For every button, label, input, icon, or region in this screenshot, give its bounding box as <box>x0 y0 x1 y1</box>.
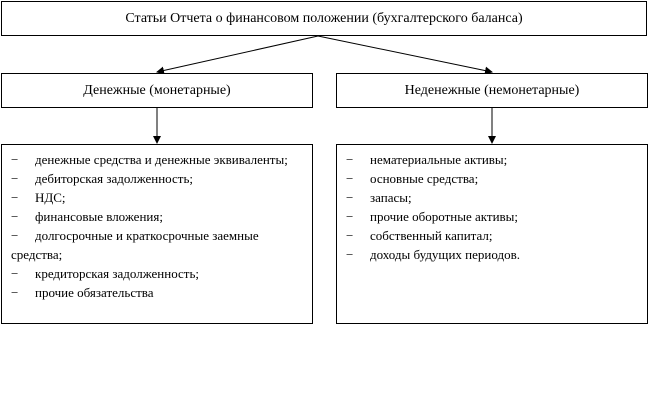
bullet-dash: − <box>11 152 19 167</box>
list-item-text: дебиторская задолженность; <box>35 171 193 186</box>
monetary-category-box <box>1 73 313 108</box>
list-item <box>11 264 306 283</box>
list-item-text: НДС; <box>35 190 66 205</box>
list-item-text: запасы; <box>370 190 412 205</box>
arrow-title-to-monetary <box>157 36 318 72</box>
monetary-category-label: Денежные (монетарные) <box>83 82 231 98</box>
nonmonetary-items-list <box>346 150 641 264</box>
list-item-text: нематериальные активы; <box>370 152 508 167</box>
bullet-dash: − <box>346 152 354 167</box>
diagram-title-box <box>1 1 647 36</box>
bullet-dash: − <box>11 266 19 281</box>
bullet-dash: − <box>346 228 354 243</box>
list-item <box>11 226 306 264</box>
list-item <box>346 226 641 245</box>
list-item-text: прочие обязательства <box>35 285 154 300</box>
list-item-text: основные средства; <box>370 171 479 186</box>
list-item <box>346 207 641 226</box>
list-item-text: финансовые вложения; <box>35 209 163 224</box>
bullet-dash: − <box>346 190 354 205</box>
bullet-dash: − <box>11 190 19 205</box>
list-item <box>346 169 641 188</box>
list-item-text: собственный капитал; <box>370 228 493 243</box>
bullet-dash: − <box>346 247 354 262</box>
nonmonetary-category-label: Неденежные (немонетарные) <box>404 82 580 98</box>
bullet-dash: − <box>346 209 354 224</box>
list-item-text: кредиторская задолженность; <box>35 266 200 281</box>
bullet-dash: − <box>11 228 19 243</box>
diagram-title: Статьи Отчета о финансовом положении (бухгалтерского баланса) <box>125 10 523 26</box>
list-item <box>11 283 306 302</box>
list-item <box>11 188 306 207</box>
monetary-items-box <box>1 144 313 324</box>
list-item-text: долгосрочные и краткосрочные заемные средства; <box>11 228 259 262</box>
list-item-text: доходы будущих периодов. <box>370 247 520 262</box>
bullet-dash: − <box>11 171 19 186</box>
bullet-dash: − <box>11 209 19 224</box>
list-item-text: денежные средства и денежные эквиваленты; <box>35 152 288 167</box>
list-item <box>11 169 306 188</box>
list-item <box>346 150 641 169</box>
nonmonetary-items-box <box>336 144 648 324</box>
list-item-text: прочие оборотные активы; <box>370 209 519 224</box>
monetary-items-list <box>11 150 306 302</box>
list-item <box>346 245 641 264</box>
list-item <box>11 150 306 169</box>
list-item <box>346 188 641 207</box>
bullet-dash: − <box>11 285 19 300</box>
list-item <box>11 207 306 226</box>
nonmonetary-category-box <box>336 73 648 108</box>
bullet-dash: − <box>346 171 354 186</box>
arrow-title-to-nonmonetary <box>318 36 492 72</box>
